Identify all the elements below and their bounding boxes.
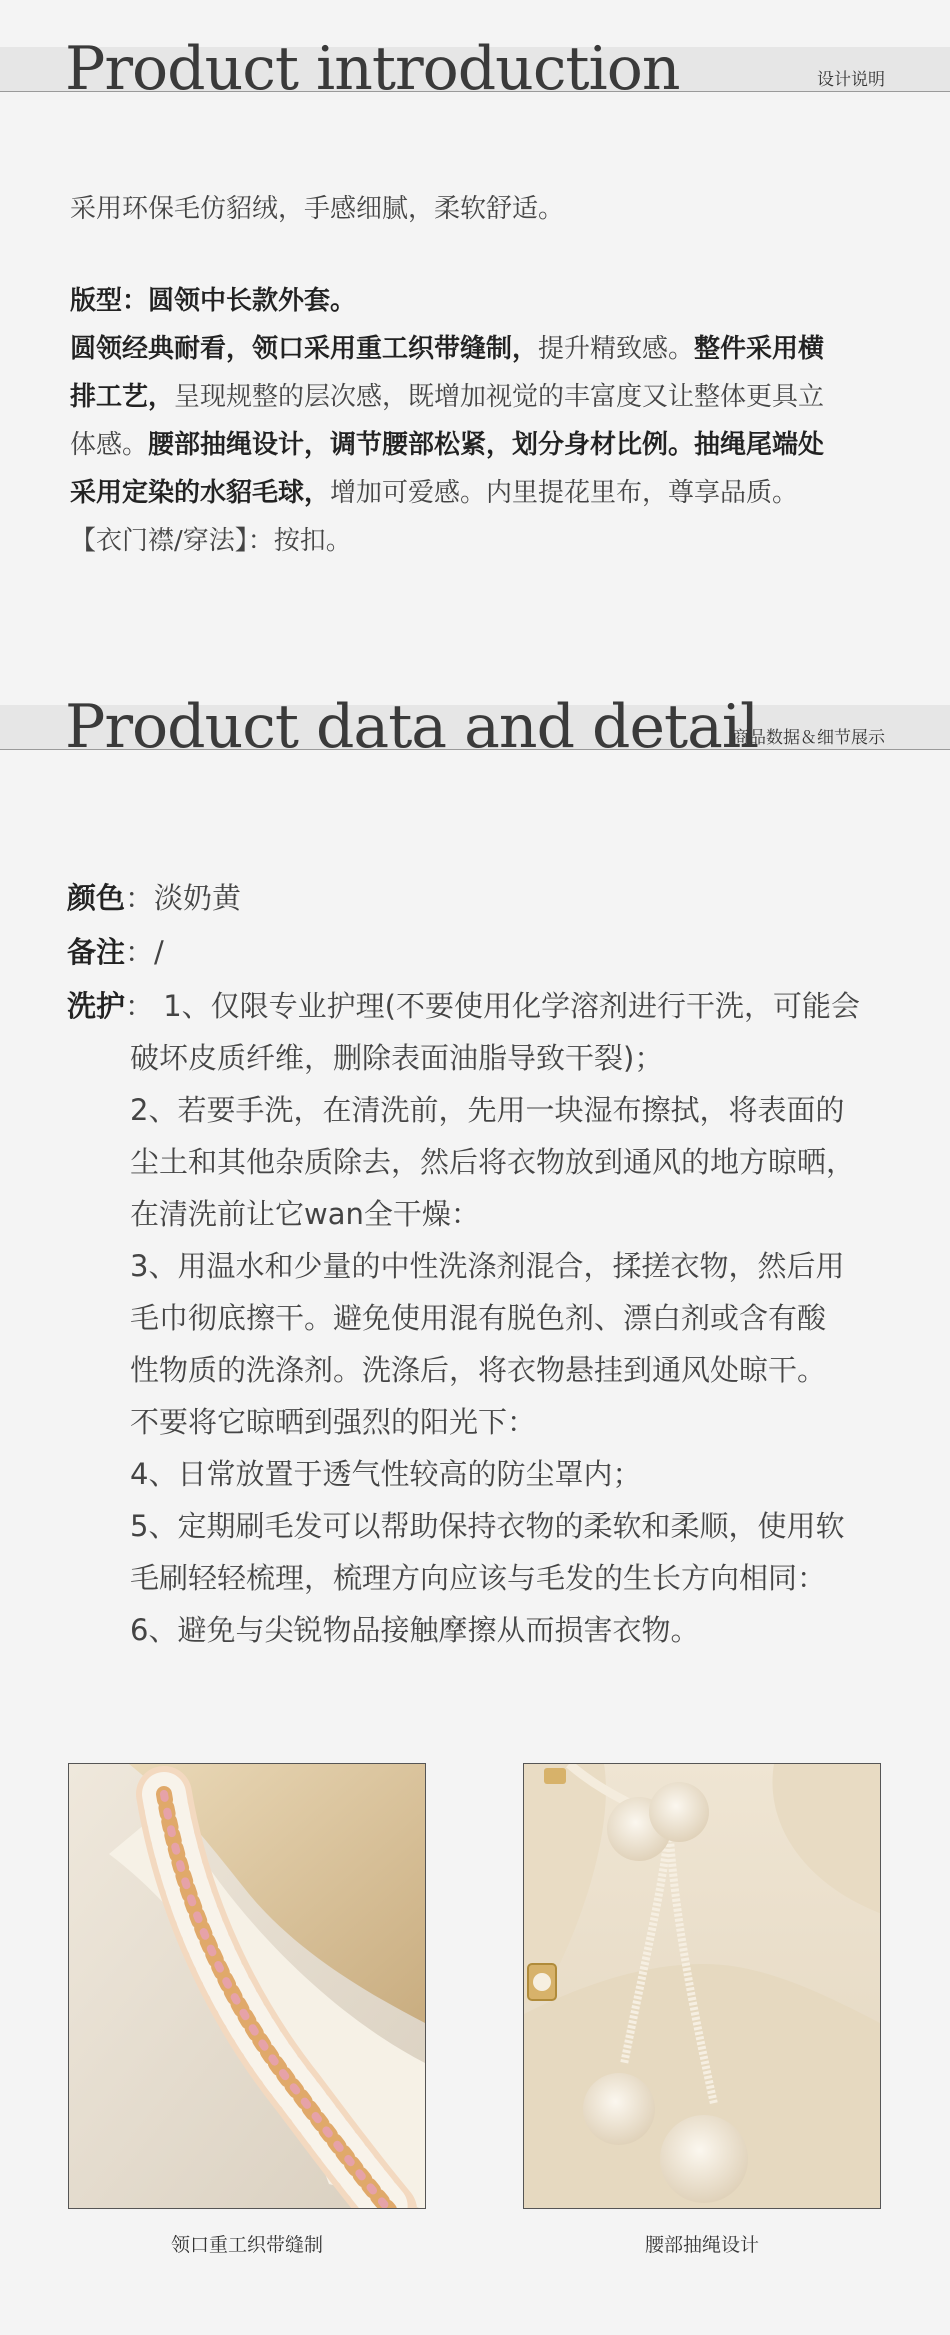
wash-line: 不要将它晾晒到强烈的阳光下： [130, 1405, 537, 1439]
intro-text: 【衣门襟/穿法】：按扣。 [70, 526, 352, 556]
color-value: ：淡奶黄 [125, 881, 242, 915]
detail-section-subtitle: 商品数据＆细节展示 [732, 728, 885, 748]
drawstring-photo-caption: 腰部抽绳设计 [644, 2234, 759, 2256]
note-row [67, 926, 897, 978]
wash-line: 3、用温水和少量的中性洗涤剂混合，揉搓衣物，然后用 [130, 1249, 845, 1283]
intro-line-3 [70, 373, 870, 421]
intro-bold-text: 腰部抽绳设计，调节腰部松紧，划分身材比例。抽绳尾端处 [148, 430, 825, 460]
color-row [67, 872, 897, 924]
intro-text: 增加可爱感。内里提花里布，尊享品质。 [330, 478, 799, 508]
wash-line: 5、定期刷毛发可以帮助保持衣物的柔软和柔顺，使用软 [130, 1509, 845, 1543]
detail-data [67, 872, 897, 1656]
intro-section-title: Product introduction [65, 34, 680, 104]
drawstring-detail-photo [523, 1763, 881, 2209]
wash-line: 尘土和其他杂质除去，然后将衣物放到通风的地方晾晒， [130, 1145, 856, 1179]
wash-row [67, 980, 897, 1032]
intro-bold-text: 排工艺， [70, 382, 175, 412]
intro-bold-text: 采用定染的水貂毛球， [70, 478, 331, 508]
intro-bold-text: 版型：圆领中长款外套。 [70, 286, 357, 316]
intro-header-band [0, 34, 950, 104]
note-value: ：/ [125, 935, 164, 969]
color-label: 颜色 [67, 881, 126, 915]
intro-text: 提升精致感。 [538, 334, 695, 364]
intro-line-6 [70, 517, 870, 565]
collar-photo-illustration [69, 1764, 426, 2209]
intro-section-subtitle: 设计说明 [817, 70, 885, 90]
intro-line-1 [70, 277, 870, 325]
wash-line: 在清洗前让它wan全干燥： [130, 1197, 480, 1231]
collar-photo-caption: 领口重工织带缝制 [170, 2234, 323, 2256]
intro-line-2 [70, 325, 870, 373]
intro-paragraph-2 [70, 277, 870, 565]
detail-header-band [0, 692, 950, 762]
intro-bold-text: 整件采用横 [694, 334, 825, 364]
wash-text: ： 1、仅限专业护理(不要使用化学溶剂进行干洗，可能会 [125, 989, 860, 1023]
wash-line: 6、避免与尖锐物品接触摩擦从而损害衣物。 [130, 1613, 700, 1647]
wash-line: 2、若要手洗，在清洗前，先用一块湿布擦拭，将表面的 [130, 1093, 845, 1127]
detail-section-title: Product data and detail [65, 692, 759, 762]
intro-line-5 [70, 469, 870, 517]
wash-line: 毛巾彻底擦干。避免使用混有脱色剂、漂白剂或含有酸 [130, 1301, 827, 1335]
wash-label: 洗护 [67, 989, 126, 1023]
intro-text: 呈现规整的层次感，既增加视觉的丰富度又让整体更具立 [174, 382, 825, 412]
note-label: 备注 [67, 935, 126, 969]
intro-line-4 [70, 421, 870, 469]
drawstring-photo-illustration [524, 1764, 881, 2209]
intro-text: 体感。 [70, 430, 149, 460]
wash-line: 4、日常放置于透气性较高的防尘罩内； [130, 1457, 642, 1491]
intro-text-line: 采用环保毛仿貂绒，手感细腻，柔软舒适。 [70, 194, 565, 224]
intro-paragraph-1 [70, 185, 870, 233]
wash-line: 毛刷轻轻梳理，梳理方向应该与毛发的生长方向相同： [130, 1561, 827, 1595]
wash-line: 性物质的洗涤剂。洗涤后，将衣物悬挂到通风处晾干。 [130, 1353, 827, 1387]
intro-bold-text: 圆领经典耐看，领口采用重工织带缝制， [70, 334, 539, 364]
collar-detail-photo [68, 1763, 426, 2209]
wash-line: 破坏皮质纤维，删除表面油脂导致干裂)； [130, 1041, 664, 1075]
